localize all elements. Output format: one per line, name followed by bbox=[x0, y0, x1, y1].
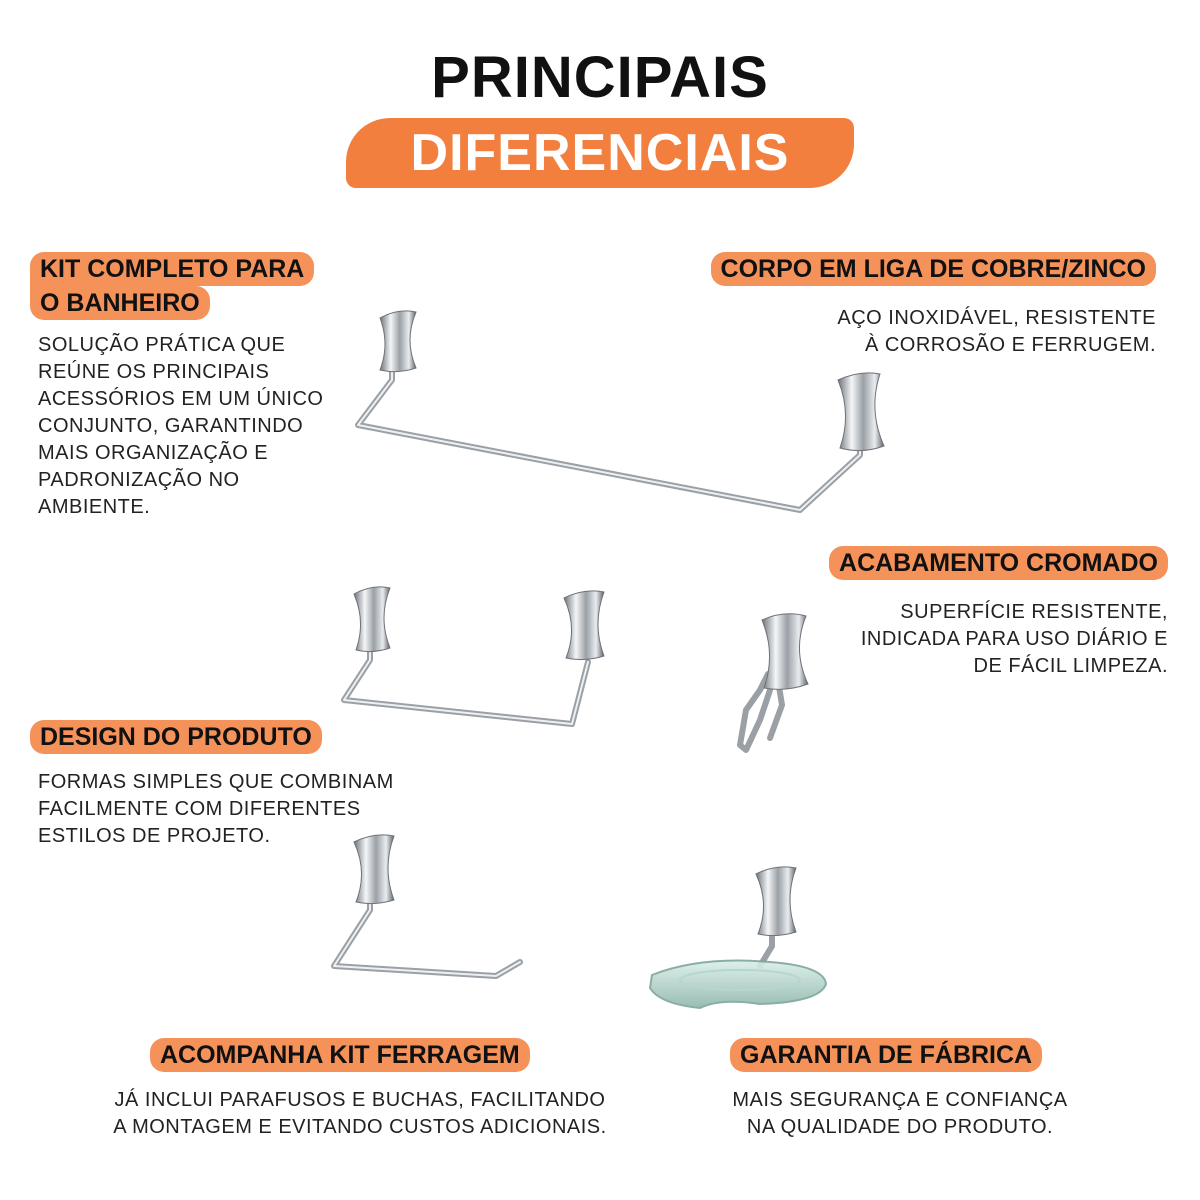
desc-line: MAIS ORGANIZAÇÃO E bbox=[38, 442, 269, 464]
desc-line: ACESSÓRIOS EM UM ÚNICO bbox=[38, 388, 324, 410]
desc-line: AÇO INOXIDÁVEL, RESISTENTE bbox=[837, 307, 1156, 329]
desc-line: REÚNE OS PRINCIPAIS bbox=[38, 361, 270, 383]
label-line: KIT COMPLETO PARA bbox=[40, 255, 305, 283]
label-line: ACABAMENTO CROMADO bbox=[839, 549, 1158, 577]
desc-line: PADRONIZAÇÃO NO bbox=[38, 469, 240, 491]
desc-line: SOLUÇÃO PRÁTICA QUE bbox=[38, 334, 286, 356]
desc-line: FACILMENTE COM DIFERENTES bbox=[38, 798, 361, 820]
desc-line: MAIS SEGURANÇA E CONFIANÇA bbox=[732, 1089, 1068, 1111]
desc-line: A MONTAGEM E EVITANDO CUSTOS ADICIONAIS. bbox=[113, 1116, 607, 1138]
soap-dish-image bbox=[650, 867, 826, 1008]
desc-line: À CORROSÃO E FERRUGEM. bbox=[864, 334, 1156, 356]
robe-hook-image bbox=[740, 614, 808, 750]
label-line: DESIGN DO PRODUTO bbox=[40, 723, 312, 751]
desc-line: CONJUNTO, GARANTINDO bbox=[38, 415, 304, 437]
label-line: CORPO EM LIGA DE COBRE/ZINCO bbox=[720, 255, 1146, 283]
desc-line: NA QUALIDADE DO PRODUTO. bbox=[746, 1116, 1054, 1138]
page-title: PRINCIPAIS bbox=[431, 45, 769, 110]
paper-holder-image bbox=[334, 835, 520, 976]
desc-line: SUPERFÍCIE RESISTENTE, bbox=[900, 601, 1168, 623]
label-line: ACOMPANHA KIT FERRAGEM bbox=[160, 1041, 520, 1069]
towel-bar-short-image bbox=[344, 587, 604, 724]
desc-line: ESTILOS DE PROJETO. bbox=[38, 825, 271, 847]
desc-line: DE FÁCIL LIMPEZA. bbox=[973, 655, 1168, 677]
towel-bar-long-image bbox=[358, 311, 884, 510]
label-line: GARANTIA DE FÁBRICA bbox=[740, 1041, 1033, 1069]
label-line: O BANHEIRO bbox=[40, 289, 200, 317]
page-title-highlight: DIFERENCIAIS bbox=[346, 118, 854, 188]
desc-line: FORMAS SIMPLES QUE COMBINAM bbox=[38, 771, 394, 793]
desc-line: INDICADA PARA USO DIÁRIO E bbox=[860, 628, 1168, 650]
desc-line: AMBIENTE. bbox=[38, 496, 151, 518]
desc-line: JÁ INCLUI PARAFUSOS E BUCHAS, FACILITANDO bbox=[114, 1089, 606, 1111]
